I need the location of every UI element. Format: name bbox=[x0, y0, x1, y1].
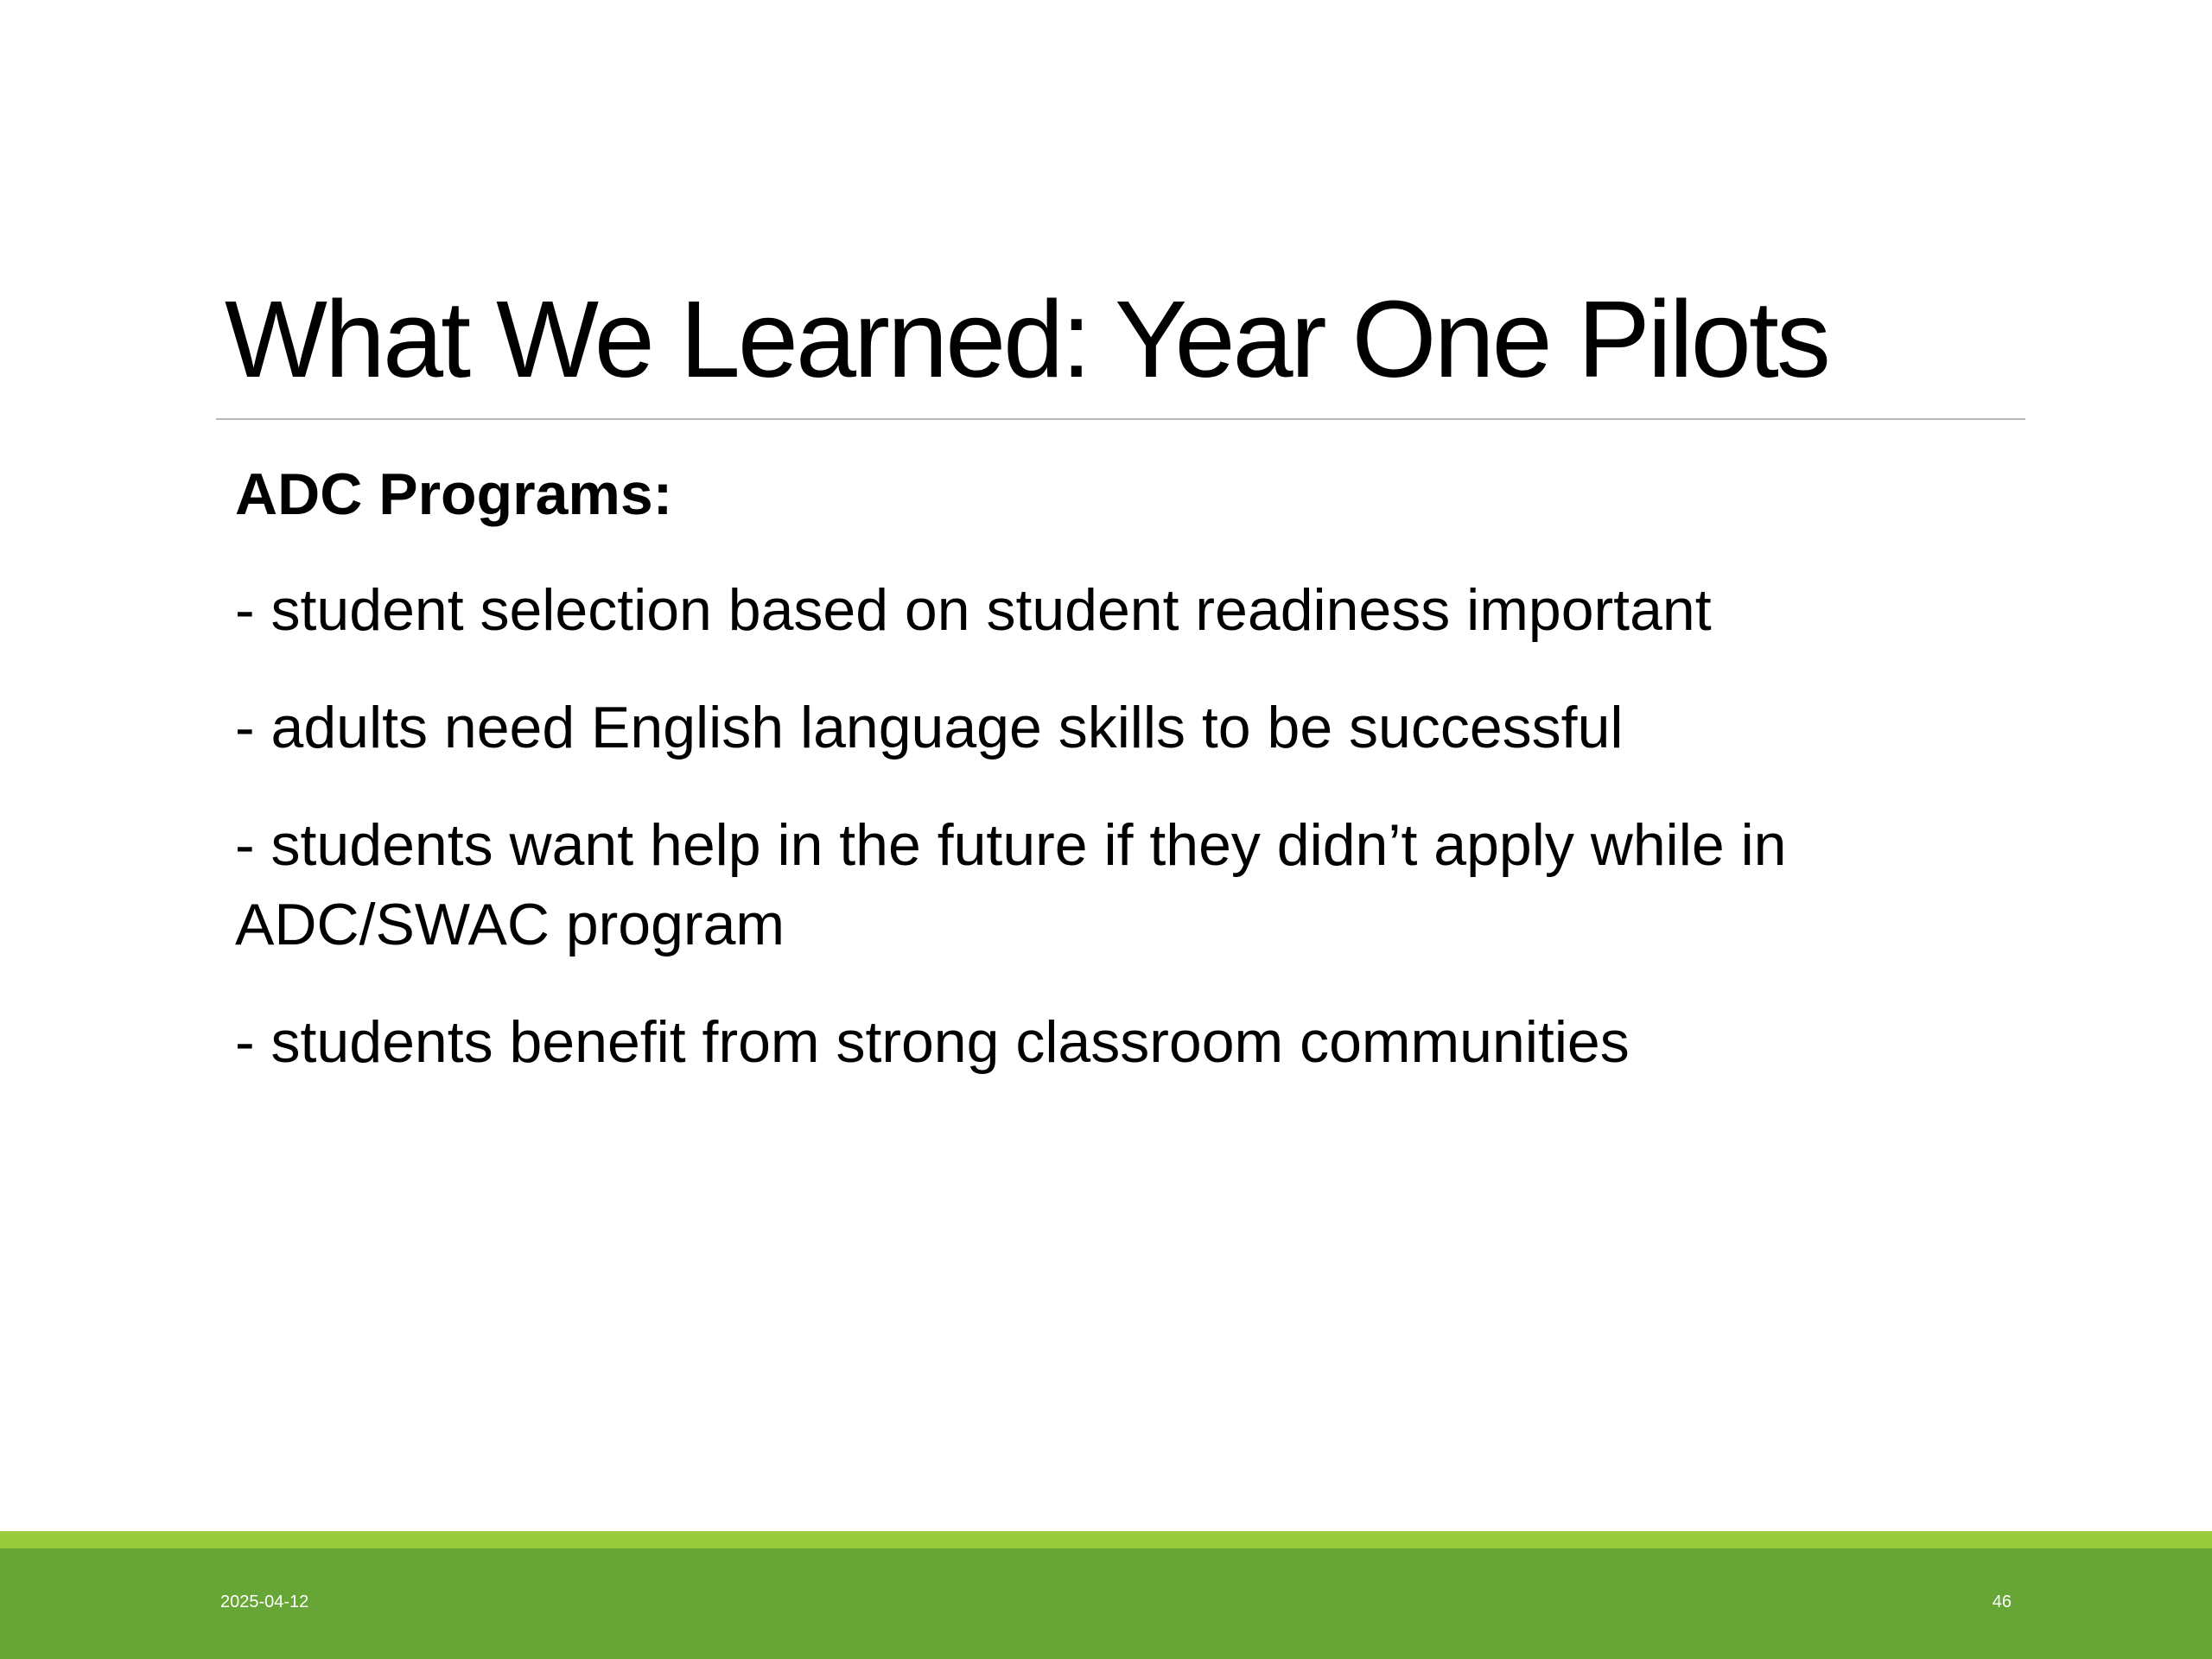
bullet-item: - adults need English language skills to be successful bbox=[235, 695, 1624, 760]
slide-title: What We Learned: Year One Pilots bbox=[225, 278, 1828, 400]
footer-accent-stripe bbox=[0, 1531, 2212, 1548]
footer-bar bbox=[0, 1548, 2212, 1659]
bullet-item: - students want help in the future if they didn’t apply while in ADC/SWAC program bbox=[235, 812, 1787, 957]
bullet-item: - students benefit from strong classroom communities bbox=[235, 1009, 1630, 1075]
bullet-list bbox=[235, 570, 2093, 1082]
footer-date: 2025-04-12 bbox=[220, 1592, 309, 1611]
title-divider bbox=[216, 418, 2025, 420]
bullet-item: - student selection based on student readiness important bbox=[235, 577, 1712, 643]
section-heading: ADC Programs: bbox=[235, 461, 673, 527]
slide-body bbox=[235, 456, 2093, 1082]
page-number: 46 bbox=[1992, 1592, 2012, 1611]
